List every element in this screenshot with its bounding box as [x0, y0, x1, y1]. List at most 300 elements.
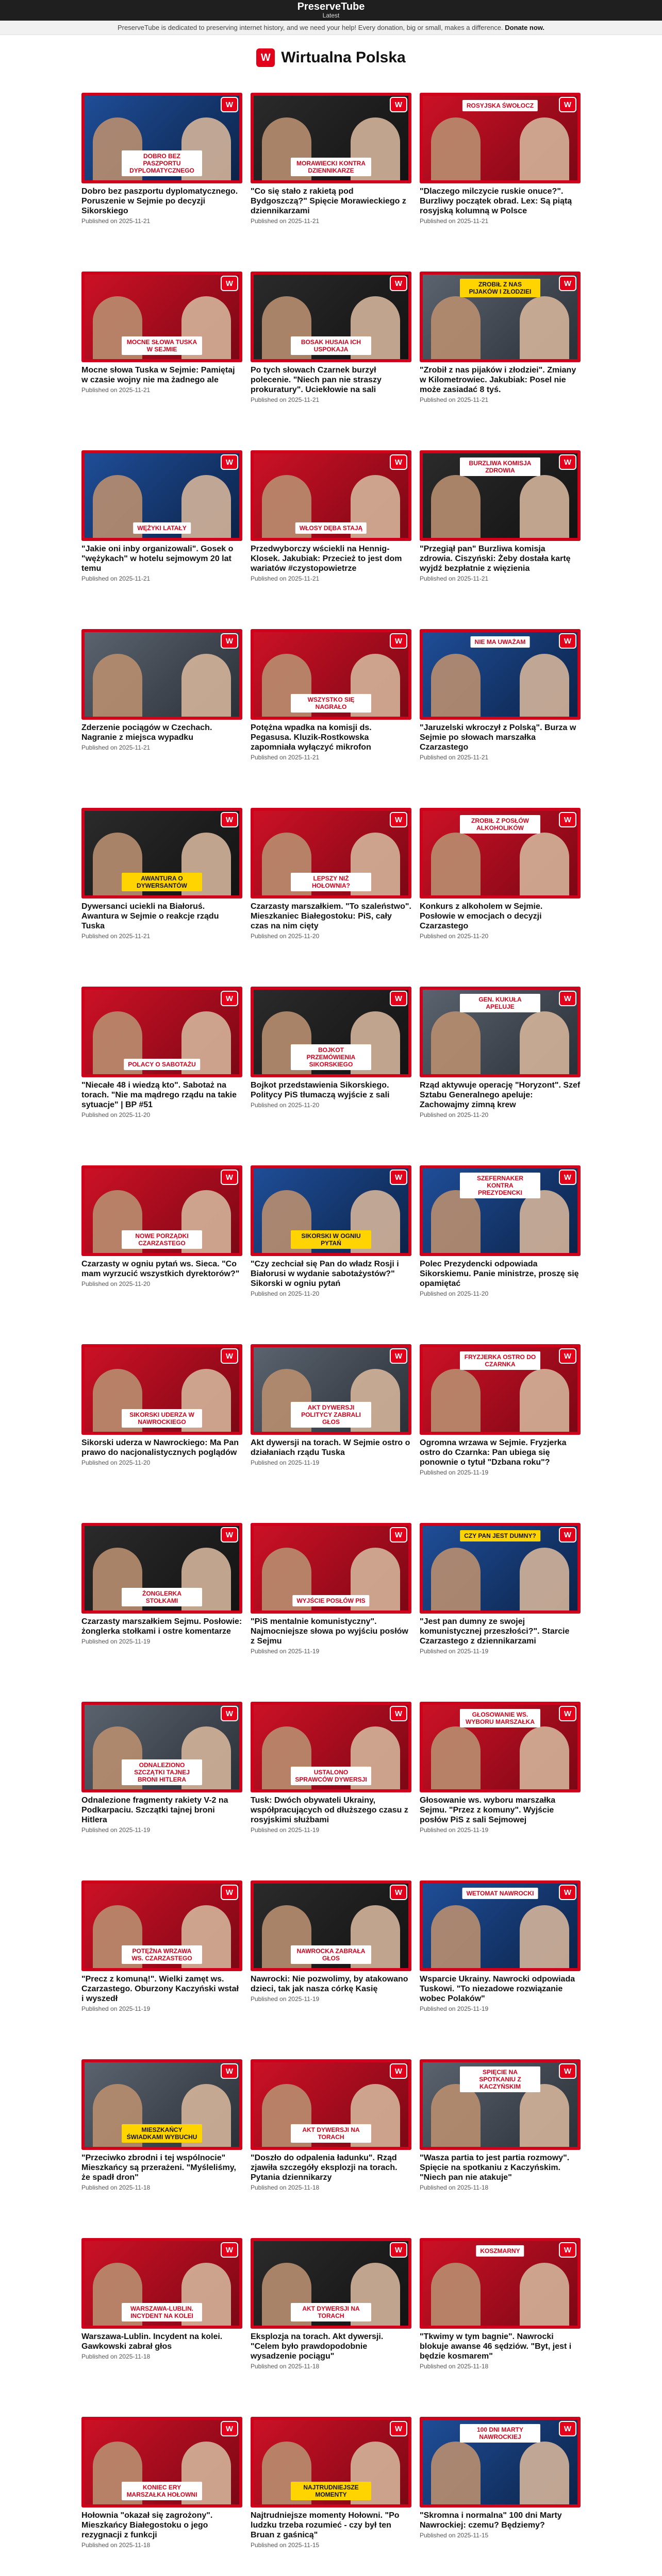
video-title[interactable]: "Skromna i normalna" 100 dni Marty Nawrockiej: czemu? Będziemy?: [420, 2511, 562, 2530]
video-thumbnail[interactable]: [251, 2238, 411, 2329]
wp-logo-icon: W: [560, 813, 575, 826]
date-prefix: Published on: [420, 933, 457, 940]
date-value: 2025-11-20: [119, 1111, 151, 1118]
video-date: [420, 933, 581, 940]
thumbnail-caption: AWANTURA O DYWERSANTÓW: [122, 873, 202, 891]
video-card[interactable]: [420, 1523, 581, 1702]
thumbnail-caption: CZY PAN JEST DUMNY?: [460, 1530, 540, 1541]
video-thumbnail[interactable]: [420, 629, 581, 720]
date-prefix: Published on: [420, 575, 457, 582]
wp-logo-icon: W: [222, 634, 237, 648]
date-value: 2025-11-21: [119, 575, 151, 582]
thumbnail-caption: DOBRO BEZ PASZPORTU DYPLOMATYCZNEGO: [122, 150, 202, 176]
date-value: 2025-11-21: [119, 933, 151, 940]
video-thumbnail[interactable]: [420, 2238, 581, 2329]
video-title[interactable]: "Precz z komuną!". Wielki zamęt ws. Czarzastego. Oburzony Kaczyński wstał i wyszedł: [81, 1975, 239, 2003]
video-date: [251, 1101, 411, 1109]
date-prefix: Published on: [420, 217, 457, 225]
video-title[interactable]: Dobro bez paszportu dyplomatycznego. Poruszenie w Sejmie po decyzji Sikorskiego: [81, 187, 238, 215]
video-card[interactable]: [81, 2059, 242, 2238]
thumbnail-caption: NIE MA UWAŻAM: [471, 636, 530, 648]
video-thumbnail[interactable]: [81, 2417, 242, 2507]
video-card[interactable]: [251, 2238, 411, 2417]
wp-logo-icon: W: [222, 98, 237, 111]
video-card[interactable]: [81, 1344, 242, 1523]
thumbnail-caption: POTĘŻNA WRZAWA WS. CZARZASTEGO: [122, 1945, 202, 1964]
video-thumbnail[interactable]: [251, 1523, 411, 1614]
video-title[interactable]: Przedwyborczy wściekli na Hennig-Klosek. Jakubiak: Przecież to jest dom wariatów #czystopowietrze: [251, 545, 402, 573]
date-prefix: Published on: [81, 933, 119, 940]
wp-logo-icon: W: [391, 813, 406, 826]
date-value: 2025-11-21: [288, 396, 320, 403]
date-prefix: Published on: [420, 2184, 457, 2191]
video-title[interactable]: "Jest pan dumny ze swojej komunistycznej przeszłości?". Starcie Czarzastego z dziennikarzami: [420, 1617, 570, 1646]
thumbnail-caption: USTALONO SPRAWCÓW DYWERSJI: [291, 1767, 371, 1785]
video-card[interactable]: [420, 1880, 581, 2059]
person-silhouette: [520, 1369, 569, 1435]
video-card[interactable]: [81, 2417, 242, 2576]
video-thumbnail[interactable]: [81, 1702, 242, 1792]
video-card[interactable]: [251, 629, 411, 808]
thumbnail-caption: NAWROCKA ZABRAŁA GŁOS: [291, 1945, 371, 1964]
date-prefix: Published on: [81, 744, 119, 751]
video-title[interactable]: Najtrudniejsze momenty Hołowni. "Po ludzku trzeba rozumieć - czy był ten Bruan z gaśnicą": [251, 2511, 400, 2539]
video-title[interactable]: Ogromna wrzawa w Sejmie. Fryzjerka ostro do Czarnka: Pan ubiega się ponownie o tytuł "Dzbana roku"?: [420, 1438, 567, 1467]
date-value: 2025-11-18: [119, 2541, 151, 2549]
video-title[interactable]: Polec Prezydencki odpowiada Sikorskiemu. Panie ministrze, proszę się opamiętać: [420, 1260, 579, 1288]
thumbnail-caption: ŻONGLERKA STOŁKAMI: [122, 1588, 202, 1606]
video-title[interactable]: Dywersanci uciekli na Białoruś. Awantura w Sejmie o reakcje rządu Tuska: [81, 902, 219, 930]
date-value: 2025-11-18: [288, 2184, 320, 2191]
video-thumbnail[interactable]: [251, 808, 411, 899]
wp-logo-icon: W: [222, 1171, 237, 1184]
person-silhouette: [431, 1190, 481, 1256]
thumbnail-caption: ODNALEZIONO SZCZĄTKI TAJNEJ BRONI HITLERA: [122, 1759, 202, 1785]
date-prefix: Published on: [420, 2532, 457, 2539]
video-card[interactable]: [251, 1523, 411, 1702]
video-title[interactable]: Po tych słowach Czarnek burzył polecenie. "Niech pan nie straszy prokuratury". Uciekłowie na sali: [251, 366, 382, 394]
date-prefix: Published on: [420, 1111, 457, 1118]
wp-logo-icon: W: [560, 277, 575, 290]
video-thumbnail[interactable]: [420, 1702, 581, 1792]
person-silhouette: [520, 1190, 569, 1256]
date-value: 2025-11-15: [457, 2532, 489, 2539]
person-silhouette: [520, 654, 569, 720]
thumbnail-caption: MOCNE SŁOWA TUSKA W SEJMIE: [122, 336, 202, 355]
video-date: [81, 1280, 242, 1287]
video-title[interactable]: Czarzasty marszałkiem. "To szaleństwo". Mieszkaniec Białegostoku: PiS, cały czas na nim cięty: [251, 902, 411, 930]
video-title[interactable]: "Dlaczego milczycie ruskie onuce?". Burzliwy początek obrad. Lex: Są piątą rosyjską kolumną w Polsce: [420, 187, 572, 215]
wp-logo-icon: W: [222, 2422, 237, 2435]
donate-link[interactable]: Donate now.: [505, 24, 545, 31]
video-title[interactable]: Mocne słowa Tuska w Sejmie: Pamiętaj w czasie wojny nie ma żadnego ale: [81, 366, 235, 384]
video-card[interactable]: [81, 2238, 242, 2417]
video-thumbnail[interactable]: [81, 1344, 242, 1435]
video-date: [251, 396, 411, 403]
date-prefix: Published on: [81, 2005, 119, 2012]
video-thumbnail[interactable]: [251, 93, 411, 183]
video-thumbnail[interactable]: [81, 1165, 242, 1256]
person-silhouette: [431, 117, 481, 183]
date-value: 2025-11-21: [457, 217, 489, 225]
video-title[interactable]: Nawrocki: Nie pozwolimy, by atakowano dzieci, tak jak nasza córkę Kasię: [251, 1975, 408, 1993]
video-card[interactable]: [420, 2417, 581, 2576]
video-thumbnail[interactable]: [251, 1344, 411, 1435]
video-thumbnail[interactable]: [81, 1880, 242, 1971]
wp-logo-icon: W: [391, 1349, 406, 1363]
person-silhouette: [431, 475, 481, 541]
person-silhouette: [520, 1548, 569, 1614]
wp-logo-icon: W: [222, 813, 237, 826]
video-card[interactable]: [420, 272, 581, 450]
thumbnail-caption: ROSYJSKA ŚWOŁOCZ: [462, 100, 538, 111]
video-thumbnail[interactable]: [251, 272, 411, 362]
video-card[interactable]: [81, 1702, 242, 1880]
video-date: [81, 1826, 242, 1834]
video-date: [251, 754, 411, 761]
thumbnail-caption: BOSAK HUSAIA ICH USPOKAJA: [291, 336, 371, 355]
date-prefix: Published on: [251, 754, 288, 761]
video-card[interactable]: [251, 1880, 411, 2059]
video-card[interactable]: [81, 987, 242, 1165]
video-card[interactable]: [81, 1165, 242, 1344]
video-card[interactable]: [420, 629, 581, 808]
date-prefix: Published on: [81, 575, 119, 582]
video-date: [420, 575, 581, 582]
person-silhouette: [93, 654, 142, 720]
video-thumbnail[interactable]: [420, 1523, 581, 1614]
video-title[interactable]: Konkurs z alkoholem w Sejmie. Posłowie w emocjach o decyzji Czarzastego: [420, 902, 543, 930]
video-title[interactable]: Czarzasty w ogniu pytań ws. Sieca. "Co mam wyrzucić wszystkich dyrektorów?": [81, 1260, 240, 1278]
wp-logo-icon: W: [391, 2064, 406, 2078]
site-brand[interactable]: PreserveTube: [297, 1, 365, 12]
thumbnail-caption: SPIĘCIE NA SPOTKANIU Z KACZYŃSKIM: [460, 2066, 540, 2092]
date-value: 2025-11-20: [288, 1290, 320, 1297]
video-date: [81, 933, 242, 940]
video-date: [420, 2005, 581, 2012]
video-thumbnail[interactable]: [81, 629, 242, 720]
date-value: 2025-11-18: [457, 2184, 489, 2191]
date-prefix: Published on: [251, 1459, 288, 1466]
video-card[interactable]: [251, 93, 411, 272]
date-prefix: Published on: [251, 1101, 288, 1109]
video-thumbnail[interactable]: [420, 808, 581, 899]
video-card[interactable]: [81, 1523, 242, 1702]
video-title[interactable]: Czarzasty marszałkiem Sejmu. Posłowie: żonglerka stołkami i ostre komentarze: [81, 1617, 242, 1636]
video-thumbnail[interactable]: [81, 2059, 242, 2150]
wp-logo-icon: W: [560, 98, 575, 111]
wp-logo-icon: W: [560, 634, 575, 648]
video-title[interactable]: "Zrobił z nas pijaków i złodziei". Zmiany w Kilometrowiec. Jakubiak: Posel nie może zasiadać 8 tyś.: [420, 366, 576, 394]
video-date: [81, 2005, 242, 2012]
date-value: 2025-11-19: [288, 1995, 320, 2003]
video-title[interactable]: "Czy zechciał się Pan do władz Rosji i Białorusi w wydanie sabotażystów?" Sikorski w ogniu pytań: [251, 1260, 399, 1288]
wp-logo-icon: W: [222, 1886, 237, 1899]
video-title[interactable]: "Co się stało z rakietą pod Bydgoszczą?" Spięcie Morawieckiego z dziennikarzami: [251, 187, 406, 215]
video-date: [81, 2353, 242, 2360]
date-prefix: Published on: [81, 217, 119, 225]
thumbnail-caption: WSZYSTKO SIĘ NAGRAŁO: [291, 694, 371, 713]
date-value: 2025-11-20: [119, 1280, 151, 1287]
video-title[interactable]: "Doszło do odpalenia ładunku". Rząd zjawiła szczegóły eksplozji na torach. Pytania dziennikarzy: [251, 2154, 398, 2182]
video-thumbnail[interactable]: [420, 2059, 581, 2150]
video-thumbnail[interactable]: [81, 1523, 242, 1614]
video-date: [251, 2184, 411, 2191]
date-value: 2025-11-19: [288, 1826, 320, 1834]
video-title[interactable]: "Wasza partia to jest partia rozmowy". Spięcie na spotkaniu z Kaczyńskim. "Niech pan nie atakuje": [420, 2154, 570, 2182]
video-date: [81, 2541, 242, 2549]
person-silhouette: [181, 654, 231, 720]
wp-logo-icon: W: [560, 992, 575, 1005]
date-value: 2025-11-21: [457, 575, 489, 582]
person-silhouette: [431, 1726, 481, 1792]
date-prefix: Published on: [81, 2541, 119, 2549]
thumbnail-caption: SIKORSKI W OGNIU PYTAŃ: [291, 1230, 371, 1249]
video-card[interactable]: [420, 93, 581, 272]
wp-logo-icon: W: [560, 2422, 575, 2435]
person-silhouette: [431, 2084, 481, 2150]
video-card[interactable]: [251, 1165, 411, 1344]
video-thumbnail[interactable]: [420, 272, 581, 362]
video-card[interactable]: [420, 450, 581, 629]
date-prefix: Published on: [81, 2184, 119, 2191]
wp-logo-icon: W: [222, 455, 237, 469]
date-value: 2025-11-15: [288, 2541, 320, 2549]
video-date: [81, 2184, 242, 2191]
wp-logo-icon: W: [222, 2243, 237, 2257]
video-title[interactable]: "Przeciwko zbrodni i tej wspólnocie" Mieszkańcy są przerażeni. "Myśleliśmy, że spadł dron": [81, 2154, 236, 2182]
video-card[interactable]: [420, 2059, 581, 2238]
date-value: 2025-11-18: [288, 2363, 320, 2370]
video-card[interactable]: [251, 987, 411, 1165]
channel-logo: W: [256, 48, 275, 67]
video-date: [251, 1826, 411, 1834]
date-prefix: Published on: [251, 396, 288, 403]
video-title[interactable]: Bojkot przedstawienia Sikorskiego. Politycy PiS tłumaczą wyjście z sali: [251, 1081, 390, 1099]
video-thumbnail[interactable]: [251, 2417, 411, 2507]
video-title[interactable]: Tusk: Dwóch obywateli Ukrainy, współpracujących od dłuższego czasu z rosyjskimi służbami: [251, 1796, 408, 1824]
video-date: [251, 1290, 411, 1297]
date-value: 2025-11-19: [457, 1648, 489, 1655]
video-card[interactable]: [81, 629, 242, 808]
thumbnail-caption: SZEFERNAKER KONTRA PREZYDENCKI: [460, 1173, 540, 1198]
video-thumbnail[interactable]: [420, 987, 581, 1077]
thumbnail-caption: WARSZAWA-LUBLIN. INCYDENT NA KOLEI: [122, 2303, 202, 2321]
video-thumbnail[interactable]: [251, 629, 411, 720]
video-thumbnail[interactable]: [251, 987, 411, 1077]
thumbnail-caption: GEN. KUKUŁA APELUJE: [460, 994, 540, 1012]
video-thumbnail[interactable]: [81, 93, 242, 183]
video-date: [81, 217, 242, 225]
video-date: [251, 217, 411, 225]
video-card[interactable]: [420, 808, 581, 987]
video-card[interactable]: [251, 808, 411, 987]
video-card[interactable]: [251, 2059, 411, 2238]
video-thumbnail[interactable]: [420, 1165, 581, 1256]
video-thumbnail[interactable]: [251, 1880, 411, 1971]
date-value: 2025-11-19: [119, 2005, 151, 2012]
video-date: [81, 1459, 242, 1466]
person-silhouette: [431, 1369, 481, 1435]
person-silhouette: [431, 2263, 481, 2329]
video-date: [251, 575, 411, 582]
date-value: 2025-11-18: [457, 2363, 489, 2370]
video-date: [420, 2532, 581, 2539]
video-date: [251, 2363, 411, 2370]
wp-logo-icon: W: [222, 1707, 237, 1720]
date-prefix: Published on: [420, 1290, 457, 1297]
video-card[interactable]: [420, 987, 581, 1165]
date-prefix: Published on: [251, 2184, 288, 2191]
video-title[interactable]: "Jaruzelski wkroczył z Polską". Burza w Sejmie po słowach marszałka Czarzastego: [420, 723, 576, 752]
wp-logo-icon: W: [391, 1707, 406, 1720]
video-card[interactable]: [81, 272, 242, 450]
date-prefix: Published on: [251, 2363, 288, 2370]
video-card[interactable]: [420, 2238, 581, 2417]
video-thumbnail[interactable]: [251, 2059, 411, 2150]
video-title[interactable]: Rząd aktywuje operację "Horyzont". Szef Sztabu Generalnego apeluje: Zachowajmy zimną krew: [420, 1081, 581, 1109]
video-title[interactable]: Hołownia "okazał się zagrożony". Mieszkańcy Białegostoku o jego rezygnacji z funkcji: [81, 2511, 213, 2539]
thumbnail-caption: KONIEC ERY MARSZAŁKA HOŁOWNI: [122, 2482, 202, 2500]
video-card[interactable]: [81, 1880, 242, 2059]
thumbnail-caption: NAJTRUDNIEJSZE MOMENTY: [291, 2482, 371, 2500]
date-prefix: Published on: [251, 1826, 288, 1834]
date-value: 2025-11-20: [457, 1290, 489, 1297]
video-card[interactable]: [81, 93, 242, 272]
date-value: 2025-11-21: [119, 217, 151, 225]
thumbnail-caption: WŁOSY DĘBA STAJĄ: [295, 522, 367, 534]
date-value: 2025-11-20: [457, 1111, 489, 1118]
video-title[interactable]: Potężna wpadka na komisji ds. Pegasusa. Kluzik-Rostkowska zapomniała wyłączyć mikrofon: [251, 723, 372, 752]
video-date: [81, 1638, 242, 1645]
person-silhouette: [520, 1011, 569, 1077]
video-title[interactable]: "Tkwimy w tym bagnie". Nawrocki blokuje awanse 46 sędziów. "Byt, jest i będzie kosmarem": [420, 2332, 572, 2361]
video-thumbnail[interactable]: [420, 450, 581, 541]
video-thumbnail[interactable]: [251, 1165, 411, 1256]
thumbnail-caption: BOJKOT PRZEMÓWIENIA SIKORSKIEGO: [291, 1044, 371, 1070]
video-title[interactable]: "PiS mentalnie komunistyczny". Najmocniejsze słowa po wyjściu posłów z Sejmu: [251, 1617, 408, 1646]
latest-link[interactable]: Latest: [322, 12, 340, 19]
video-thumbnail[interactable]: [81, 450, 242, 541]
video-title[interactable]: Wsparcie Ukrainy. Nawrocki odpowiada Tuskowi. "To niezadowe rozwiązanie wobec Polaków": [420, 1975, 575, 2003]
date-prefix: Published on: [251, 933, 288, 940]
video-thumbnail[interactable]: [81, 987, 242, 1077]
date-value: 2025-11-19: [288, 1648, 320, 1655]
date-prefix: Published on: [81, 1459, 119, 1466]
video-thumbnail[interactable]: [81, 272, 242, 362]
date-prefix: Published on: [81, 386, 119, 394]
video-title[interactable]: Głosowanie ws. wyboru marszałka Sejmu. "Przez z komuny". Wyjście posłów PiS z sali Sejmowej: [420, 1796, 556, 1824]
date-prefix: Published on: [251, 217, 288, 225]
thumbnail-caption: WYJŚCIE POSŁÓW PIS: [292, 1595, 369, 1606]
video-title[interactable]: "Przegiął pan" Burzliwa komisja zdrowia. Ciszyński: Żeby dostała kartę wyjdź bezpłatnie z więzienia: [420, 545, 571, 573]
video-card[interactable]: [251, 1702, 411, 1880]
wp-logo-icon: W: [391, 277, 406, 290]
video-thumbnail[interactable]: [420, 93, 581, 183]
video-title[interactable]: Warszawa-Lublin. Incydent na kolei. Gawkowski zabrał głos: [81, 2332, 223, 2351]
date-prefix: Published on: [420, 1469, 457, 1476]
date-prefix: Published on: [81, 1826, 119, 1834]
video-date: [420, 1648, 581, 1655]
video-card[interactable]: [81, 808, 242, 987]
wp-logo-icon: W: [222, 1528, 237, 1541]
video-date: [420, 1469, 581, 1476]
wp-logo-icon: W: [560, 1528, 575, 1541]
video-date: [251, 1459, 411, 1466]
date-prefix: Published on: [251, 1648, 288, 1655]
wp-logo-icon: W: [222, 992, 237, 1005]
video-thumbnail[interactable]: [420, 1880, 581, 1971]
video-title[interactable]: Eksplozja na torach. Akt dywersji. "Celem było prawdopodobnie wysadzenie pociągu": [251, 2332, 384, 2361]
date-prefix: Published on: [251, 575, 288, 582]
video-title[interactable]: Akt dywersji na torach. W Sejmie ostro o działaniach rządu Tuska: [251, 1438, 410, 1457]
person-silhouette: [431, 654, 481, 720]
video-date: [420, 1826, 581, 1834]
donation-notice: [0, 21, 662, 35]
thumbnail-caption: AKT DYWERSJI NA TORACH: [291, 2303, 371, 2321]
date-prefix: Published on: [81, 2353, 119, 2360]
date-value: 2025-11-21: [457, 396, 489, 403]
date-value: 2025-11-20: [119, 1459, 151, 1466]
video-thumbnail[interactable]: [420, 2417, 581, 2507]
video-title[interactable]: "Jakie oni inby organizowali". Gosek o "wężykach" w hotelu sejmowym 20 lat temu: [81, 545, 234, 573]
thumbnail-caption: ZROBIŁ Z POSŁÓW ALKOHOLIKÓW: [460, 815, 540, 834]
thumbnail-caption: SIKORSKI UDERZA W NAWROCKIEGO: [122, 1409, 202, 1428]
video-thumbnail[interactable]: [420, 1344, 581, 1435]
video-title[interactable]: Zderzenie pociągów w Czechach. Nagranie z miejsca wypadku: [81, 723, 212, 742]
wp-logo-icon: W: [560, 1349, 575, 1363]
wp-logo-icon: W: [391, 455, 406, 469]
wp-logo-icon: W: [391, 2422, 406, 2435]
person-silhouette: [431, 833, 481, 899]
video-title[interactable]: Odnalezione fragmenty rakiety V-2 na Podkarpaciu. Szczątki tajnej broni Hitlera: [81, 1796, 228, 1824]
video-card[interactable]: [251, 1344, 411, 1523]
video-thumbnail[interactable]: [81, 808, 242, 899]
video-thumbnail[interactable]: [251, 450, 411, 541]
date-value: 2025-11-21: [288, 217, 320, 225]
thumbnail-caption: NOWE PORZĄDKI CZARZASTEGO: [122, 1230, 202, 1249]
video-card[interactable]: [251, 272, 411, 450]
video-title[interactable]: "Niecałe 48 i wiedzą kto". Sabotaż na torach. "Nie ma mądrego rządu na takie sytuacje" | BP #51: [81, 1081, 237, 1109]
date-prefix: Published on: [420, 754, 457, 761]
date-value: 2025-11-20: [457, 933, 489, 940]
video-title[interactable]: Sikorski uderza w Nawrockiego: Ma Pan prawo do nacjonalistycznych poglądów: [81, 1438, 239, 1457]
video-card[interactable]: [420, 1165, 581, 1344]
date-prefix: Published on: [420, 2363, 457, 2370]
thumbnail-caption: MORAWIECKI KONTRA DZIENNIKARZE: [291, 158, 371, 176]
wp-logo-icon: W: [391, 1171, 406, 1184]
video-card[interactable]: [81, 450, 242, 629]
video-card[interactable]: [420, 1702, 581, 1880]
thumbnail-caption: LEPSZY NIŻ HOŁOWNIA?: [291, 873, 371, 891]
video-grid: [81, 93, 581, 2576]
person-silhouette: [520, 296, 569, 362]
video-date: [81, 575, 242, 582]
person-silhouette: [431, 296, 481, 362]
wp-logo-icon: W: [560, 2243, 575, 2257]
wp-logo-icon: W: [391, 1886, 406, 1899]
thumbnail-caption: MIESZKAŃCY ŚWIADKAMI WYBUCHU: [122, 2124, 202, 2143]
date-value: 2025-11-21: [288, 575, 320, 582]
video-card[interactable]: [420, 1344, 581, 1523]
date-prefix: Published on: [420, 1648, 457, 1655]
video-card[interactable]: [251, 2417, 411, 2576]
video-card[interactable]: [251, 450, 411, 629]
video-thumbnail[interactable]: [251, 1702, 411, 1792]
date-value: 2025-11-19: [457, 1469, 489, 1476]
date-value: 2025-11-19: [119, 1826, 151, 1834]
video-thumbnail[interactable]: [81, 2238, 242, 2329]
